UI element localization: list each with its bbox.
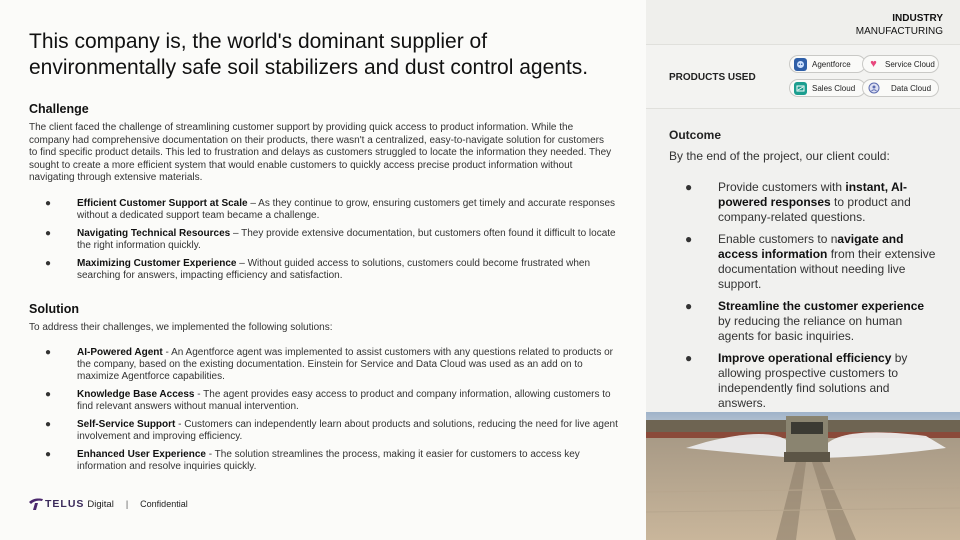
list-item: ● Maximizing Customer Experience – Without guided access to solutions, customers could become frustrated when searching for answers, impacting efficiency and satisfaction. <box>45 258 591 281</box>
footer <box>29 498 188 510</box>
confidential-label: Confidential <box>140 499 188 509</box>
heart-icon: ♥ <box>870 58 877 70</box>
outcome-heading: Outcome <box>669 128 722 142</box>
products-section <box>646 45 960 109</box>
agentforce-icon <box>794 58 807 71</box>
page-title: This company is, the world's dominant supplier of environmentally safe soil stabilizers and dust control agents. <box>29 30 589 79</box>
product-pill-service-cloud: ♥ Service Cloud <box>862 55 939 73</box>
brand-name: TELUS <box>45 498 85 510</box>
list-item: ● AI-Powered Agent - An Agentforce agent was implemented to assist customers with any questions related to products or the company, based on the existing documentation. Einstein for Service and Data Cloud was used as an add on to maximize Agentforce capabilities. <box>45 347 613 382</box>
solution-text: To address their challenges, we implemented the following solutions: <box>29 322 333 333</box>
list-item: ● Enhanced User Experience - The solution streamlines the process, making it easier for customers to access key information and resolve inquiries quickly. <box>45 449 580 472</box>
water-truck-photo <box>646 412 960 540</box>
industry-label: INDUSTRY <box>892 13 943 24</box>
sidebar <box>646 0 960 540</box>
list-item: ● Streamline the customer experience by reducing the reliance on human agents for basic inquiries. <box>685 299 925 343</box>
list-item: ● Efficient Customer Support at Scale – As they continue to grow, ensuring customers get timely and accurate responses without a dedicated support team became a challenge. <box>45 198 616 221</box>
industry-section <box>646 0 960 45</box>
product-pill-sales-cloud: Sales Cloud <box>789 79 866 97</box>
product-pill-agentforce: Agentforce <box>789 55 866 73</box>
list-item: ● Enable customers to navigate and access information from their extensive documentation without needing live support. <box>685 232 936 291</box>
list-item: ● Knowledge Base Access - The agent provides easy access to product and company information, allowing customers to find relevant answers without manual intervention. <box>45 389 611 412</box>
list-item: ● Provide customers with instant, AI-powered responses to product and company-related questions. <box>685 180 911 224</box>
brand-suffix: Digital <box>87 498 114 510</box>
solution-list <box>29 347 619 479</box>
footer-separator: | <box>125 499 129 509</box>
outcome-intro: By the end of the project, our client could: <box>669 149 890 163</box>
challenge-list <box>29 198 619 288</box>
list-item: ● Navigating Technical Resources – They provide extensive documentation, but customers often found it difficult to locate the right information quickly. <box>45 228 616 251</box>
challenge-heading: Challenge <box>29 102 89 116</box>
solution-heading: Solution <box>29 302 79 316</box>
outcome-list <box>669 180 939 418</box>
sales-cloud-icon <box>794 82 807 95</box>
products-label: PRODUCTS USED <box>669 72 756 83</box>
challenge-text: The client faced the challenge of streamlining customer support by providing quick access to product information. While the company had comprehensive documentation on their products, there wasn't a centralized, easy-to-navigate solution for customers to find specific product details. This led to frustration and delays as customers struggled to locate the information they needed. They sought to create a more efficient system that would enable customers to quickly access precise product information without navigating through extensive materials. <box>29 122 612 183</box>
data-cloud-icon <box>867 82 880 95</box>
list-item: ● Improve operational efficiency by allowing prospective customers to independently find solutions and answers. <box>685 351 908 410</box>
industry-value: MANUFACTURING <box>855 26 943 37</box>
telus-mark-icon <box>29 498 43 510</box>
telus-logo <box>29 498 114 510</box>
product-pill-data-cloud: Data Cloud <box>862 79 939 97</box>
list-item: ● Self-Service Support - Customers can independently learn about products and solutions, reducing the need for live agent involvement and improving efficiency. <box>45 419 618 442</box>
